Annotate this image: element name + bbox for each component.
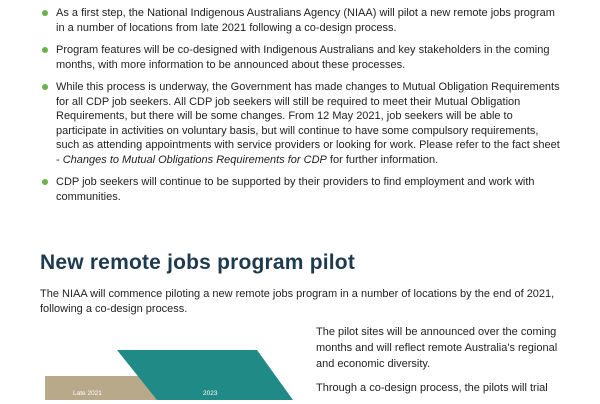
bullet-dot-icon — [42, 47, 48, 53]
right-paragraph-1: The pilot sites will be announced over the coming months and will reflect remote Australia's regional and economic diversity. — [316, 326, 558, 370]
bullet-text: Program features will be co-designed with Indigenous Australians and key stakeholders in the coming months, with more information to be announced about these processes. — [56, 44, 550, 71]
bullet-text-tail: for further information. — [326, 153, 439, 166]
timeline-label-2023: 2023 — [203, 390, 218, 397]
bullet-text: While this process is underway, the Government has made changes to Mutual Obligation Requirements for all CDP job seekers. All CDP job seekers will still be required to meet their Mutual Obligation Requirements, but there will be some changes. From 12 May 2021, job seekers will be able to participate in activities on voluntary basis, but will continue to have some compulsory requirements, such as attending appointments with service providers or looking for work. Please refer to the fact sheet - — [56, 81, 560, 166]
bullet-item — [40, 175, 560, 204]
bullet-dot-icon — [42, 10, 48, 16]
fact-sheet-reference: Changes to Mutual Obligations Requirements for CDP — [62, 153, 327, 166]
bullet-text: CDP job seekers will continue to be supported by their providers to find employment and work with communities. — [56, 176, 535, 203]
bullet-text: As a first step, the National Indigenous Australians Agency (NIAA) will pilot a new remote jobs program in a number of locations from late 2021 following a co-design process. — [56, 7, 555, 34]
bullet-item — [40, 80, 560, 167]
timeline-label-late-2021: Late 2021 — [73, 390, 102, 397]
right-column — [316, 324, 566, 404]
bullet-list — [40, 6, 560, 212]
section-title: New remote jobs program pilot — [40, 251, 356, 274]
bullet-item — [40, 43, 560, 72]
timeline-graphic — [45, 340, 305, 400]
section-intro: The NIAA will commence piloting a new remote jobs program in a number of locations by the end of 2021, following a co-design process. — [40, 288, 555, 315]
timeline-svg — [45, 340, 305, 400]
bullet-dot-icon — [42, 84, 48, 90]
bullet-item — [40, 6, 560, 35]
bullet-dot-icon — [42, 179, 48, 185]
right-paragraph-2: Through a co-design process, the pilots will trial — [316, 382, 548, 394]
